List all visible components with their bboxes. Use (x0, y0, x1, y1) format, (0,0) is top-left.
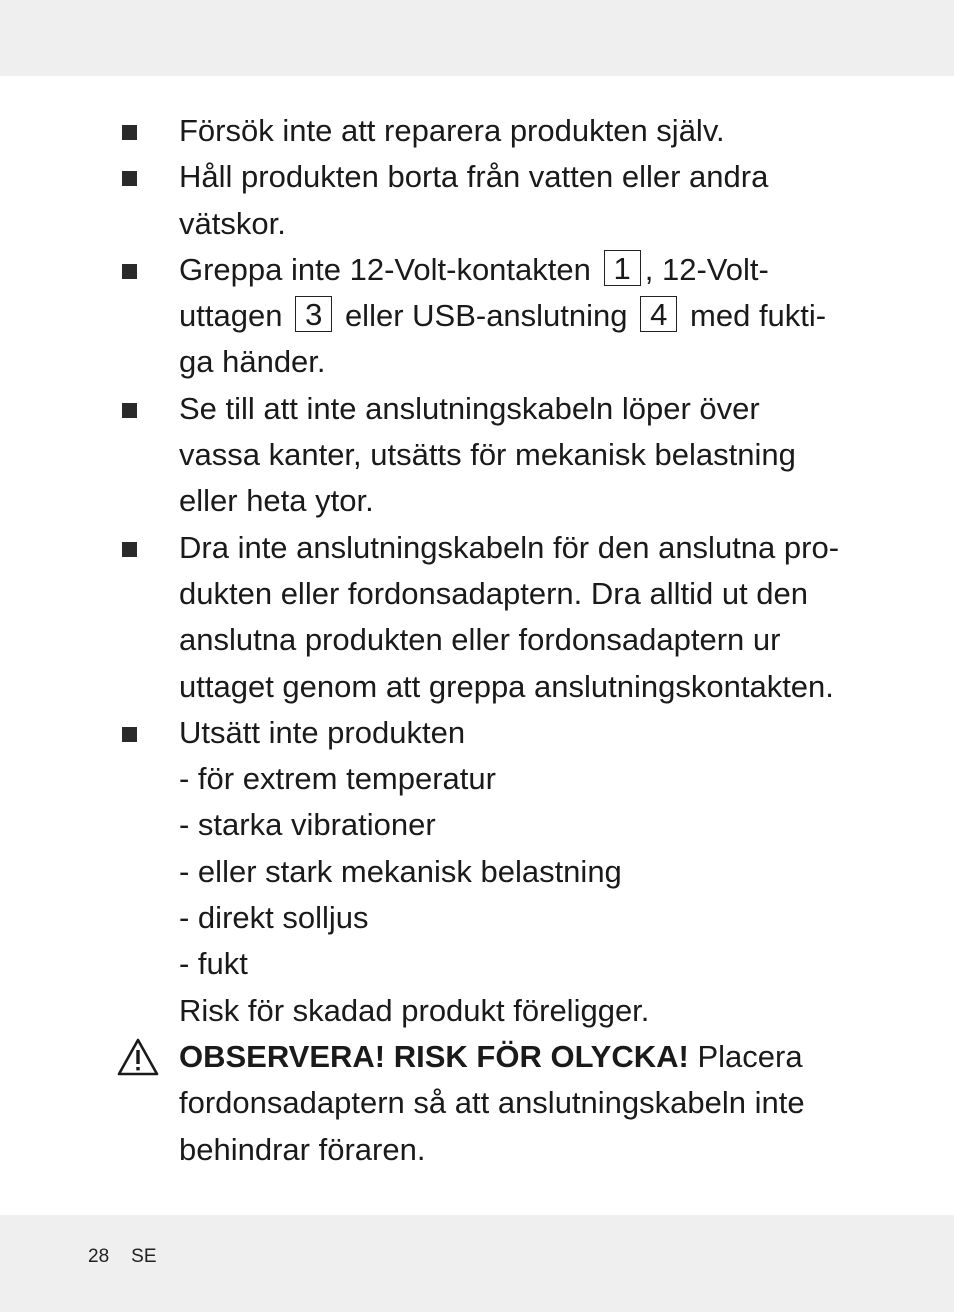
item-text: vassa kanter, utsätts för mekanisk belastning (179, 437, 796, 473)
warning-heading: OBSERVERA! RISK FÖR OLYCKA! (179, 1038, 689, 1074)
square-bullet-icon (122, 171, 137, 186)
square-bullet-icon (122, 125, 137, 140)
warning-text: fordonsadaptern så att anslutningskabeln inte (179, 1085, 805, 1121)
square-bullet-icon (122, 542, 137, 557)
item-text: Se till att inte anslutningskabeln löper över (179, 390, 760, 426)
square-bullet-icon (122, 403, 137, 418)
warning-item (0, 1034, 954, 1173)
item-text: uttaget genom att greppa anslutningskontakten. (179, 668, 834, 704)
item-text: ga händer. (179, 344, 326, 380)
sub-item-text: - eller stark mekanisk belastning (179, 853, 622, 889)
sub-item-text: - direkt solljus (179, 900, 369, 936)
item-text: eller heta ytor. (179, 483, 374, 519)
list-item (0, 525, 954, 710)
warning-text: OBSERVERA! RISK FÖR OLYCKA! Placera (179, 1038, 803, 1074)
item-text: uttagen 3 eller USB-anslutning 4 med fukti- (179, 297, 827, 334)
sub-item-text: - för extrem temperatur (179, 761, 496, 797)
list-item (0, 710, 954, 1034)
header-band (0, 0, 954, 76)
item-text: Dra inte anslutningskabeln för den anslutna pro- (179, 529, 840, 565)
item-text: Risk för skadad produkt föreligger. (179, 992, 650, 1028)
part-reference-1: 1 (604, 250, 641, 286)
part-reference-3: 3 (295, 296, 332, 332)
sub-item-text: - fukt (179, 946, 248, 982)
list-item (0, 386, 954, 525)
item-text: dukten eller fordonsadaptern. Dra alltid ut den (179, 575, 809, 611)
item-text: anslutna produkten eller fordonsadaptern ur (179, 622, 781, 658)
safety-instructions (0, 108, 954, 1173)
sub-item-text: - starka vibrationer (179, 807, 436, 843)
square-bullet-icon (122, 264, 137, 279)
part-reference-4: 4 (640, 296, 677, 332)
item-text: Försök inte att reparera produkten själv. (179, 113, 725, 148)
list-item (0, 247, 954, 386)
item-text: Håll produkten borta från vatten eller andra (179, 159, 769, 195)
warning-text: behindrar föraren. (179, 1131, 426, 1167)
square-bullet-icon (122, 727, 137, 742)
list-item (0, 154, 954, 247)
warning-triangle-icon (117, 1038, 159, 1076)
list-item (0, 108, 954, 154)
page-footer (88, 1246, 157, 1268)
language-code: SE (131, 1246, 157, 1267)
item-text: Utsätt inte produkten (179, 714, 466, 750)
item-text: Greppa inte 12-Volt-kontakten 1 , 12-Volt- (179, 250, 769, 287)
page-number: 28 (88, 1246, 110, 1267)
item-text: vätskor. (179, 205, 286, 241)
